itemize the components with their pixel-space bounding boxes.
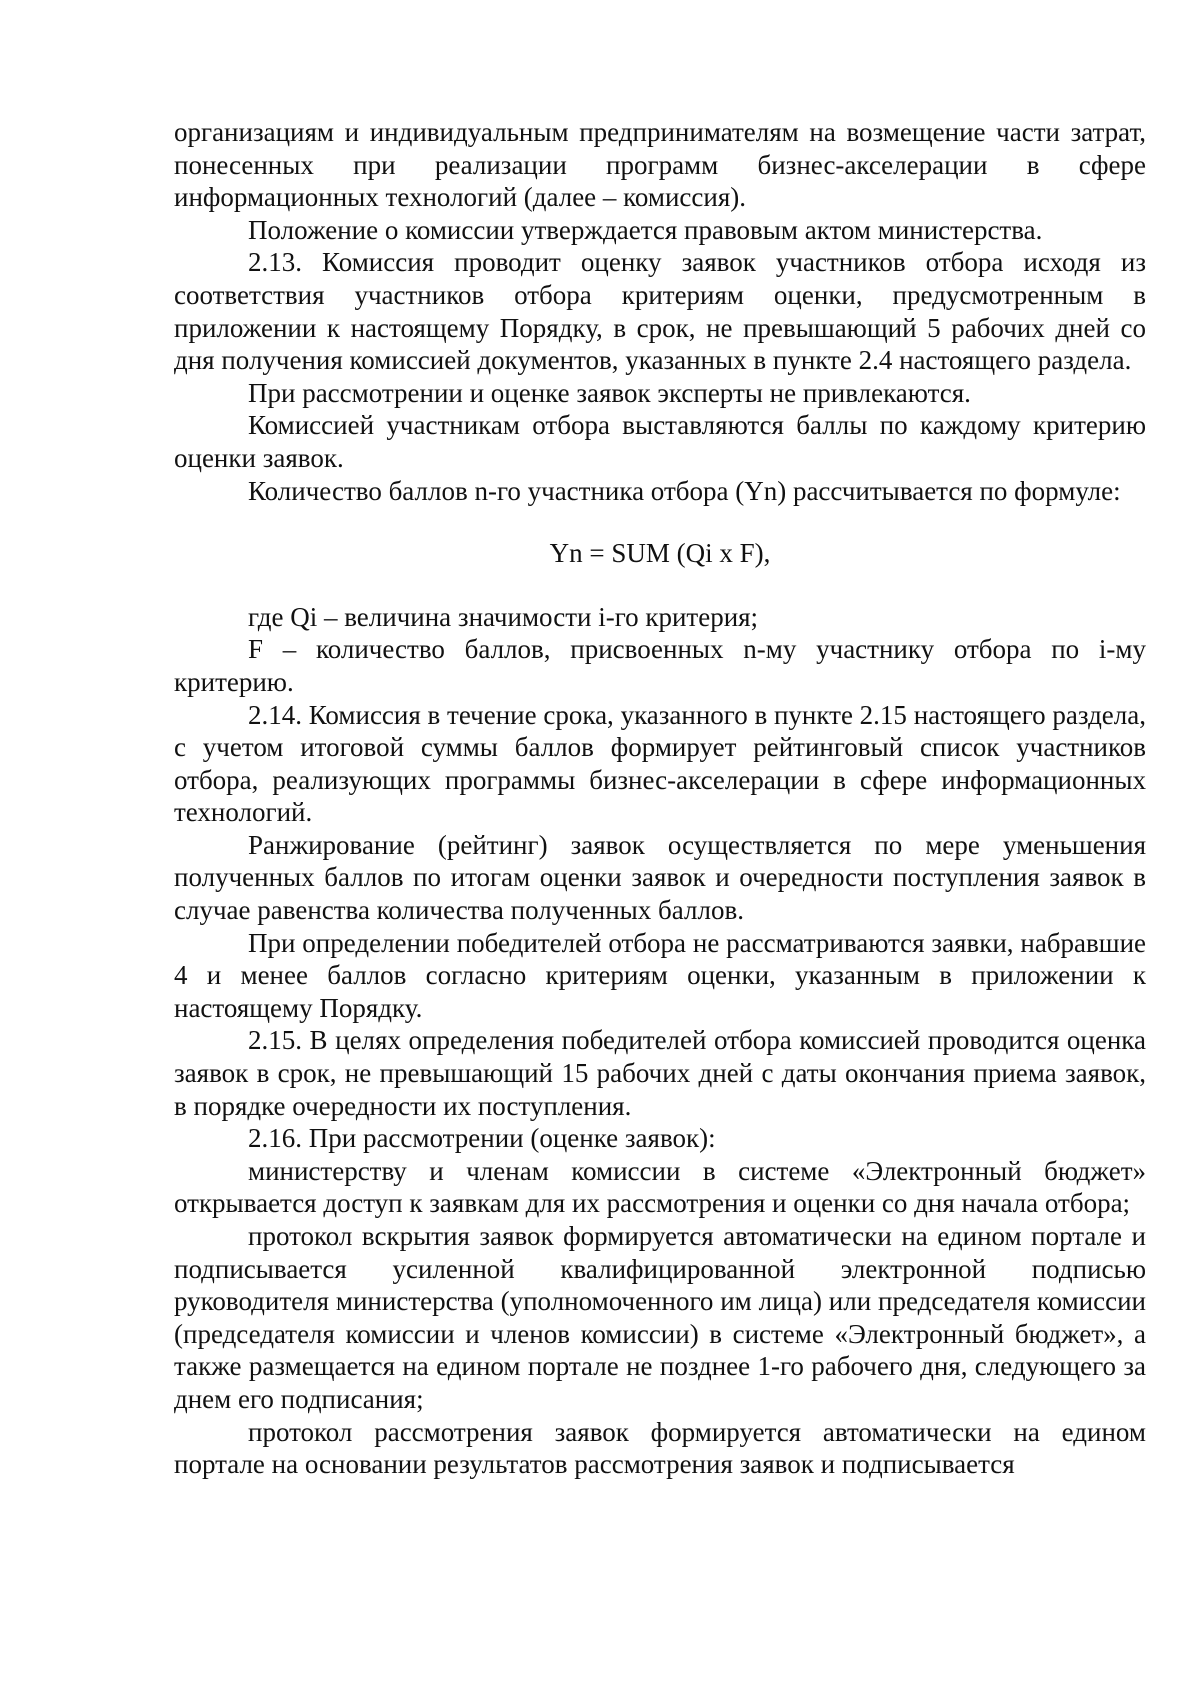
paragraph-opening-protocol: протокол вскрытия заявок формируется автоматически на едином портале и подписывается усиленной квалифицированной электронной подписью руководителя министерства (уполномоченного им лица) или председателя комиссии (председателя комиссии и членов комиссии) в системе «Электронный бюджет», а также размещается на едином портале не позднее 1-го рабочего дня, следующего за днем его подписания; bbox=[174, 1221, 1146, 1414]
paragraph-2-13: 2.13. Комиссия проводит оценку заявок участников отбора исходя из соответствия участников отбора критериям оценки, предусмотренным в приложении к настоящему Порядку, в срок, не превышающий 5 рабочих дней со дня получения комиссией документов, указанных в пункте 2.4 настоящего раздела. bbox=[174, 247, 1146, 376]
paragraph-2-14: 2.14. Комиссия в течение срока, указанного в пункте 2.15 настоящего раздела, с учетом итоговой суммы баллов формирует рейтинговый список участников отбора, реализующих программы бизнес-акселерации в сфере информационных технологий. bbox=[174, 699, 1146, 828]
paragraph-scoring: Комиссией участникам отбора выставляются баллы по каждому критерию оценки заявок. bbox=[174, 410, 1146, 473]
paragraph-review-protocol: протокол рассмотрения заявок формируется автоматически на едином портале на основании результатов рассмотрения заявок и подписывается bbox=[174, 1416, 1146, 1480]
paragraph-ranking: Ранжирование (рейтинг) заявок осуществляется по мере уменьшения полученных баллов по итогам оценки заявок и очередности поступления заявок в случае равенства количества полученных баллов. bbox=[174, 829, 1146, 926]
document-page bbox=[174, 116, 1146, 1481]
paragraph-commission-regulation: Положение о комиссии утверждается правовым актом министерства. bbox=[248, 214, 1043, 245]
paragraph-2-15: 2.15. В целях определения победителей отбора комиссией проводится оценка заявок в срок, не превышающий 15 рабочих дней с даты окончания приема заявок, в порядке очередности их поступления. bbox=[174, 1025, 1146, 1121]
paragraph-2-16: 2.16. При рассмотрении (оценке заявок): bbox=[248, 1123, 716, 1154]
formula: Yn = SUM (Qi x F), bbox=[549, 538, 771, 569]
paragraph-f-definition: F – количество баллов, присвоенных n-му участнику отбора по i-му критерию. bbox=[174, 634, 1146, 697]
paragraph-qi-definition: где Qi – величина значимости i-го критерия; bbox=[248, 601, 759, 632]
paragraph-commission-definition: организациям и индивидуальным предпринимателям на возмещение части затрат, понесенных при реализации программ бизнес-акселерации в сфере информационных технологий (далее – комиссия). bbox=[174, 117, 1146, 213]
paragraph-score-calculation: Количество баллов n-го участника отбора (Yn) рассчитывается по формуле: bbox=[248, 475, 1121, 506]
paragraph-no-experts: При рассмотрении и оценке заявок эксперты не привлекаются. bbox=[248, 377, 971, 408]
paragraph-access: министерству и членам комиссии в системе «Электронный бюджет» открывается доступ к заявкам для их рассмотрения и оценки со дня начала отбора; bbox=[174, 1155, 1146, 1219]
paragraph-winners-threshold: При определении победителей отбора не рассматриваются заявки, набравшие 4 и менее баллов согласно критериям оценки, указанным в приложении к настоящему Порядку. bbox=[174, 927, 1146, 1023]
